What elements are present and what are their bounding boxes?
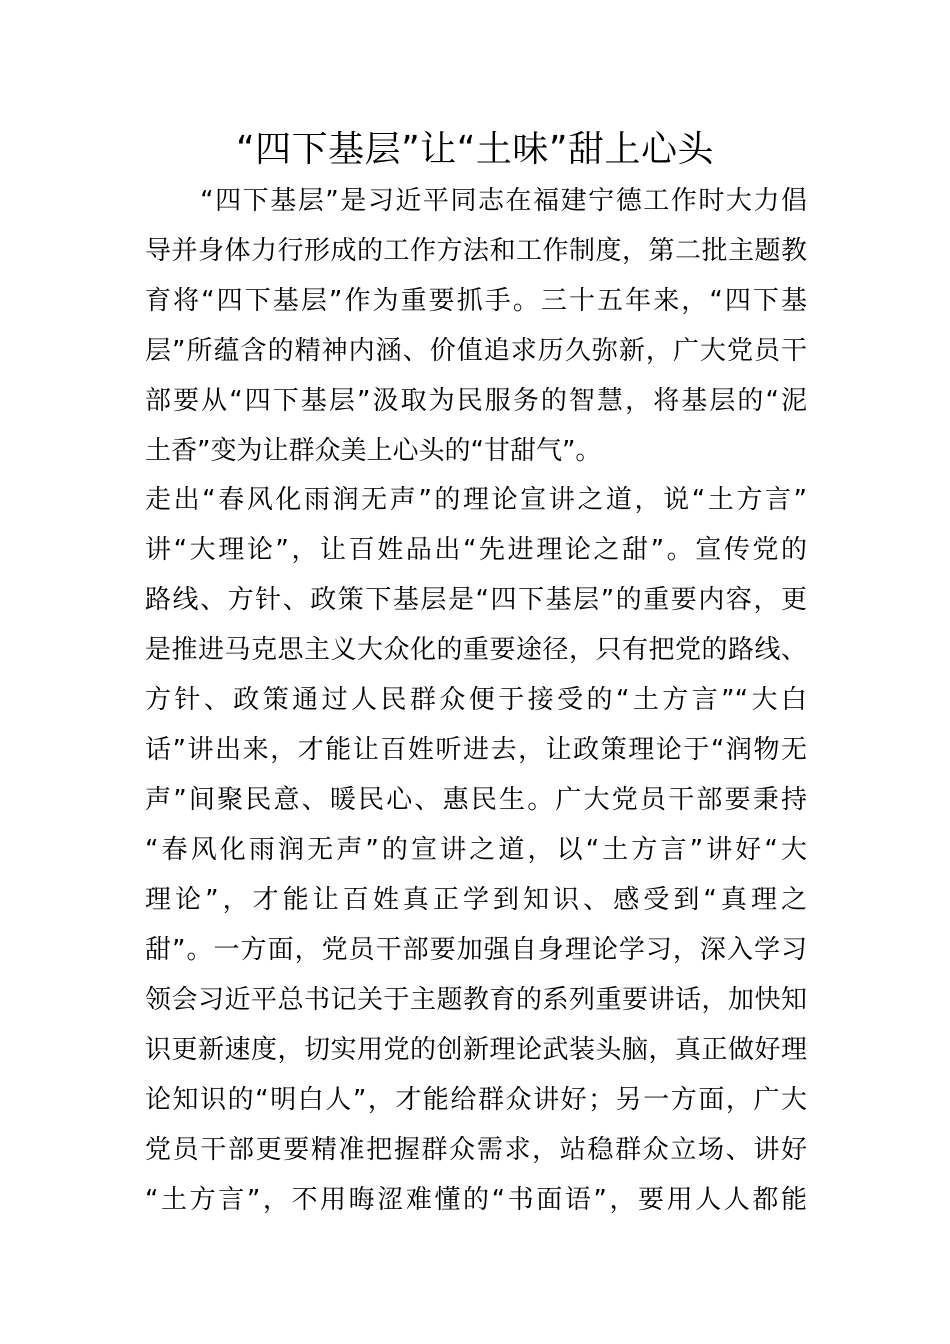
paragraph-line: “土方言”，不用晦涩难懂的“书面语”，要用人人都能 bbox=[145, 1185, 807, 1215]
page-title: “四下基层”让“土味”甜上心头 bbox=[235, 129, 715, 170]
paragraph-line: 土香”变为让群众美上心头的“甘甜气”。 bbox=[145, 436, 602, 466]
paragraph-line: 识更新速度，切实用党的创新理论武装头脑，真正做好理 bbox=[145, 1035, 807, 1065]
paragraph-line: 党员干部更要精准把握群众需求，站稳群众立场、讲好 bbox=[145, 1135, 807, 1165]
paragraph-line: 育将“四下基层”作为重要抓手。三十五年来，“四下基 bbox=[145, 286, 807, 316]
paragraph-line: 方针、政策通过人民群众便于接受的“土方言”“大白 bbox=[145, 685, 807, 715]
paragraph-line: 层”所蕴含的精神内涵、价值追求历久弥新，广大党员干 bbox=[145, 336, 807, 366]
paragraph-line: 理论”，才能让百姓真正学到知识、感受到“真理之 bbox=[145, 885, 807, 915]
paragraph-line: 甜”。一方面，党员干部要加强自身理论学习，深入学习 bbox=[145, 935, 807, 965]
paragraph-line: 讲“大理论”，让百姓品出“先进理论之甜”。宣传党的 bbox=[145, 535, 807, 565]
paragraph-line: 走出“春风化雨润无声”的理论宣讲之道，说“土方言” bbox=[145, 485, 807, 515]
paragraph-line: 导并身体力行形成的工作方法和工作制度，第二批主题教 bbox=[145, 236, 807, 266]
paragraph-line: 论知识的“明白人”，才能给群众讲好；另一方面，广大 bbox=[145, 1085, 807, 1115]
paragraph-line: 声”间聚民意、暖民心、惠民生。广大党员干部要秉持 bbox=[145, 785, 807, 815]
paragraph-line: 是推进马克思主义大众化的重要途径，只有把党的路线、 bbox=[145, 635, 807, 665]
paragraph-line: 话”讲出来，才能让百姓听进去，让政策理论于“润物无 bbox=[145, 735, 807, 765]
paragraph-line: 路线、方针、政策下基层是“四下基层”的重要内容，更 bbox=[145, 585, 807, 615]
paragraph-line: 领会习近平总书记关于主题教育的系列重要讲话，加快知 bbox=[145, 985, 807, 1015]
paragraph-line: “四下基层”是习近平同志在福建宁德工作时大力倡 bbox=[145, 186, 807, 216]
paragraph-line: 部要从“四下基层”汲取为民服务的智慧，将基层的“泥 bbox=[145, 386, 807, 416]
paragraph-line: “春风化雨润无声”的宣讲之道，以“土方言”讲好“大 bbox=[145, 835, 807, 865]
